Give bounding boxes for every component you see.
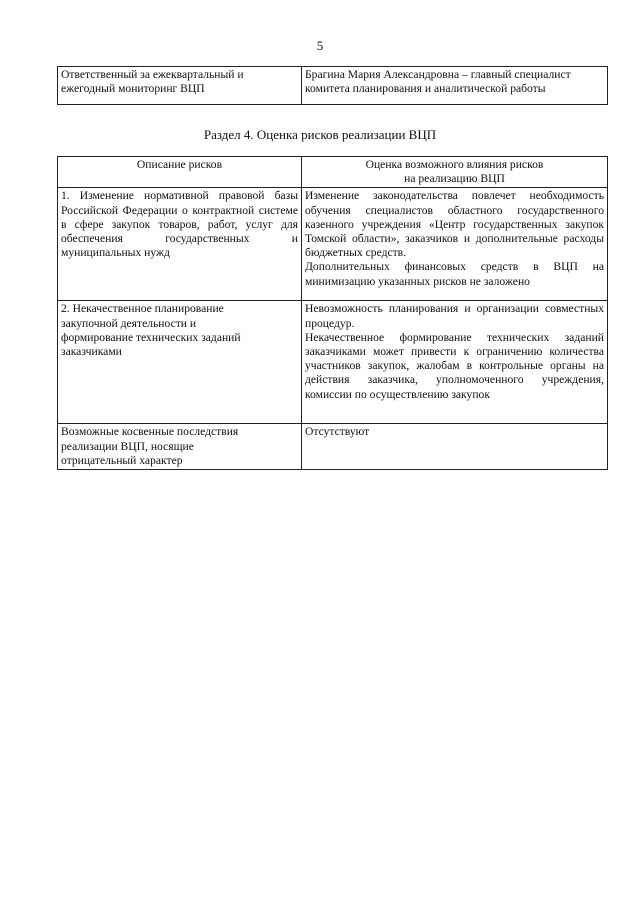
risk-impact-paragraph: Некачественное формирование технических заданий заказчиками может привести к ограничению количества участников закупок, жалобам в контрольные органы на действия заказчика, уполномоченного учреждения, комиссии по осуществлению закупок bbox=[305, 330, 604, 401]
table-row bbox=[58, 188, 608, 301]
risk-impact bbox=[302, 301, 608, 424]
risk-impact-paragraph: Дополнительных финансовых средств в ВЦП на минимизацию указанных рисков не заложено bbox=[305, 260, 604, 288]
risk-description: Возможные косвенные последствия реализации ВЦП, носящие отрицательный характер bbox=[58, 424, 302, 470]
risk-impact-paragraph: Невозможность планирования и организации совместных процедур. bbox=[305, 302, 604, 330]
responsible-table bbox=[57, 66, 608, 105]
risk-impact bbox=[302, 424, 608, 470]
header-risk-impact: Оценка возможного влияния рисков на реализацию ВЦП bbox=[302, 157, 608, 188]
risk-description: 1. Изменение нормативной правовой базы Российской Федерации о контрактной системе в сфере закупок товаров, работ, услуг для обеспечения государственных и муниципальных нужд bbox=[58, 188, 302, 301]
risk-impact-paragraph: Изменение законодательства повлечет необходимость обучения специалистов областного государственного казенного учреждения «Центр государственных закупок Томской области», заказчиков и дополнительные расходы бюджетных средств. bbox=[305, 189, 604, 260]
section-title: Раздел 4. Оценка рисков реализации ВЦП bbox=[203, 127, 437, 142]
header-risk-description: Описание рисков bbox=[58, 157, 302, 188]
responsible-value: Брагина Мария Александровна – главный специалист комитета планирования и аналитической работы bbox=[302, 67, 608, 105]
table-row bbox=[58, 67, 608, 105]
risk-description: 2. Некачественное планирование закупочной деятельности и формирование технических заданий заказчиками bbox=[58, 301, 302, 424]
table-header-row bbox=[58, 157, 608, 188]
page-number: 5 bbox=[316, 38, 324, 53]
responsible-label: Ответственный за ежеквартальный и ежегодный мониторинг ВЦП bbox=[58, 67, 302, 105]
risk-impact bbox=[302, 188, 608, 301]
risk-impact-paragraph: Отсутствуют bbox=[305, 425, 370, 439]
risk-table bbox=[57, 156, 608, 470]
table-row bbox=[58, 301, 608, 424]
table-row bbox=[58, 424, 608, 470]
